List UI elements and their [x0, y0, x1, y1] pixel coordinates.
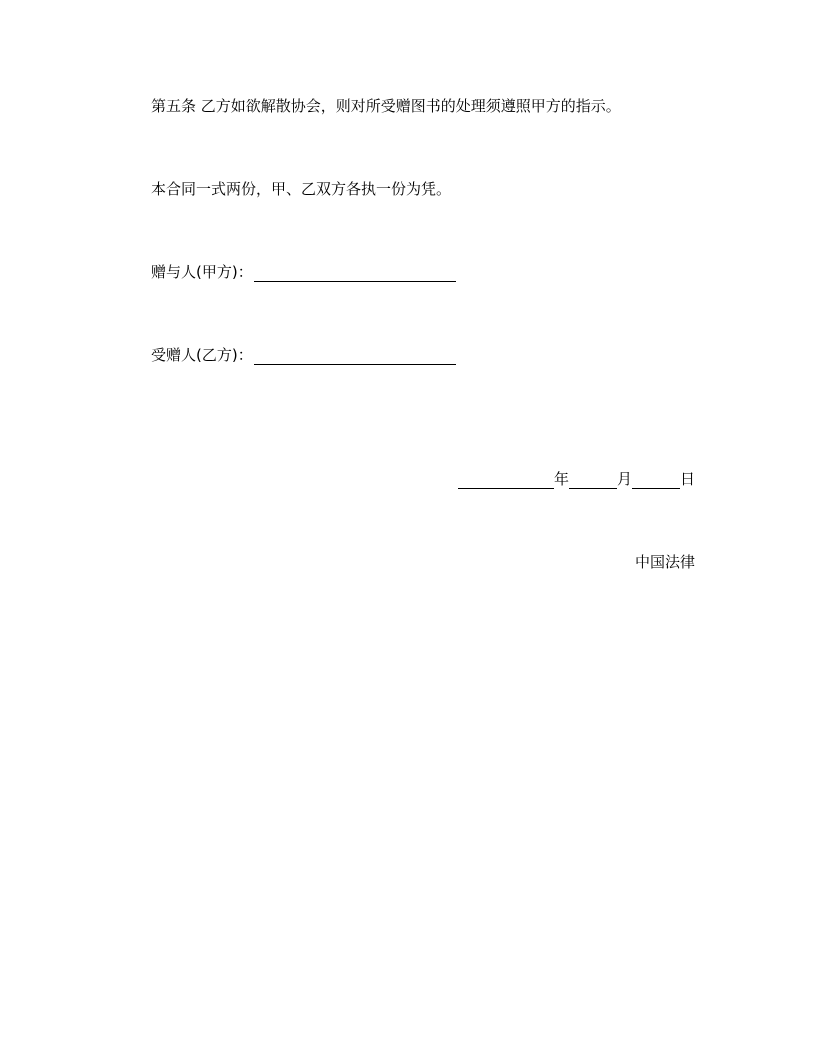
donee-label: 受赠人(乙方)：	[151, 346, 253, 364]
donor-label: 赠与人(甲方)：	[151, 263, 253, 281]
date-line	[458, 469, 695, 489]
copies-clause-text: 本合同一式两份，甲、乙双方各执一份为凭。	[151, 180, 452, 198]
source-text: 中国法律	[634, 553, 695, 571]
donor-signature-blank	[254, 263, 456, 282]
year-blank	[458, 470, 554, 489]
donee-signature-line	[151, 345, 456, 365]
donor-signature-line	[151, 262, 456, 282]
day-blank	[632, 470, 680, 489]
month-blank	[569, 470, 617, 489]
article-five-text: 第五条 乙方如欲解散协会，则对所受赠图书的处理须遵照甲方的指示。	[151, 97, 621, 115]
donee-signature-blank	[254, 346, 456, 365]
year-label: 年	[553, 470, 569, 488]
day-label: 日	[679, 470, 695, 488]
month-label: 月	[616, 470, 632, 488]
